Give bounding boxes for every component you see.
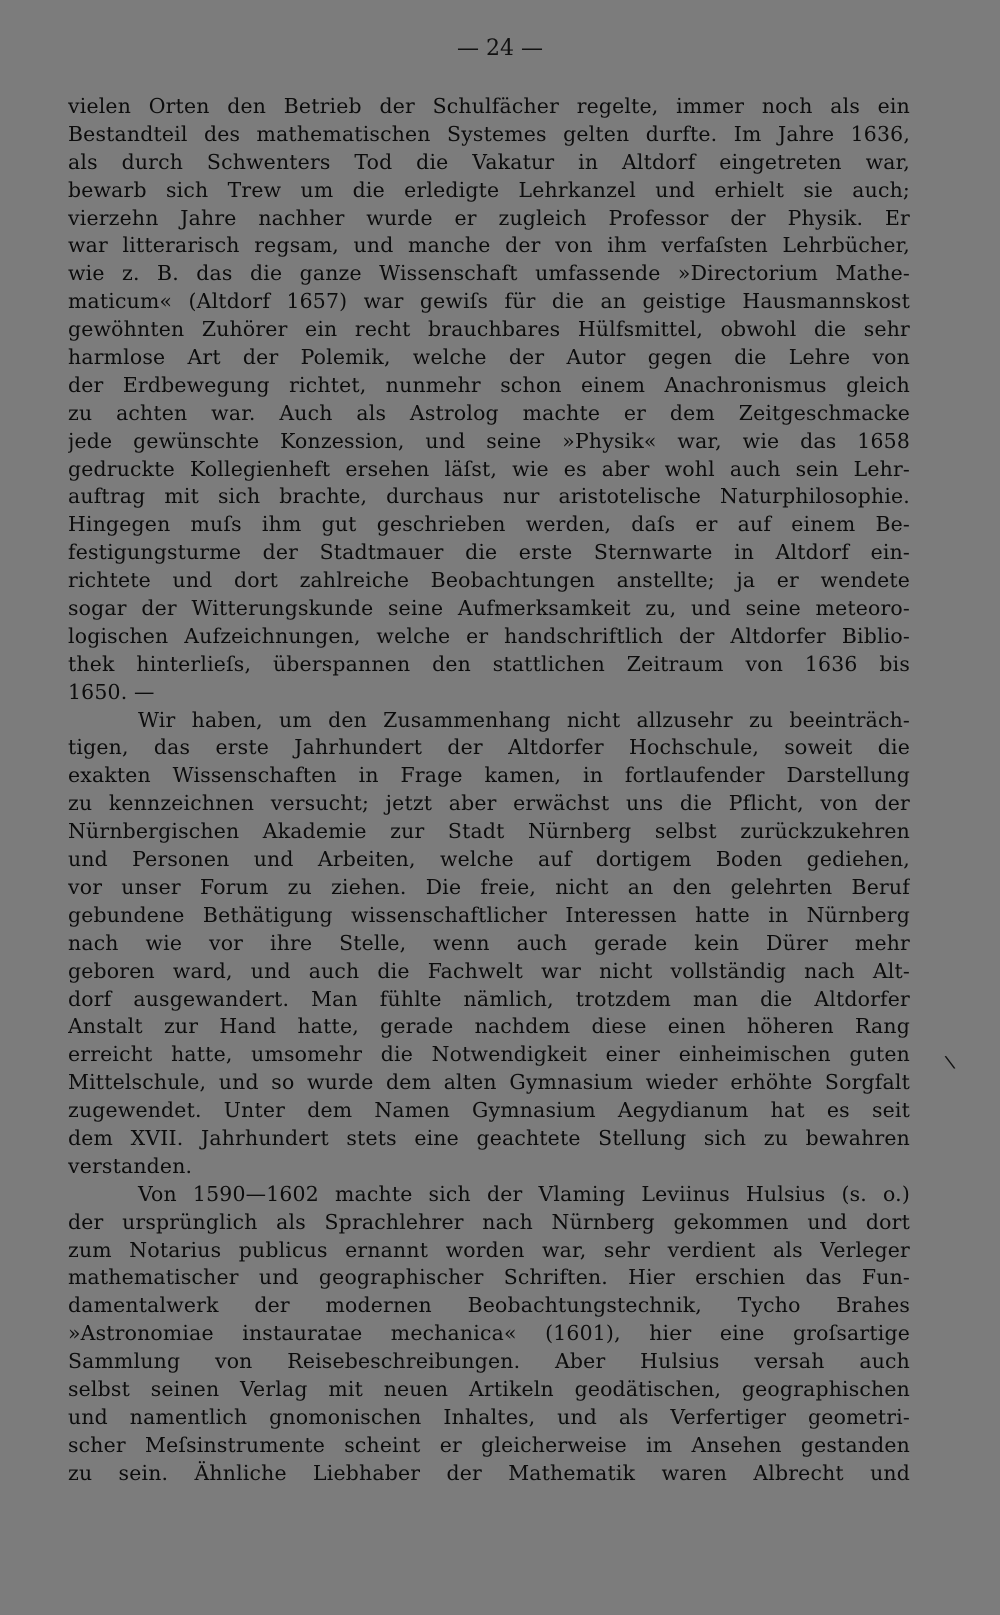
body-text: [68, 93, 910, 1488]
text-line: »Astronomiae instauratae mechanica« (1601), hier eine groſsartige: [68, 1321, 910, 1346]
text-line: maticum« (Altdorf 1657) war gewiſs für die an geistige Hausmannskost: [68, 289, 910, 314]
text-line: geboren ward, und auch die Fachwelt war nicht vollständig nach Alt-: [68, 958, 910, 983]
text-line: wie z. B. das die ganze Wissenschaft umfassende »Directorium Mathe-: [68, 261, 910, 286]
text-line: erreicht hatte, umsomehr die Notwendigkeit einer einheimischen guten: [68, 1042, 910, 1067]
margin-mark: \: [943, 1051, 957, 1074]
text-line: exakten Wissenschaften in Frage kamen, in fortlaufender Darstellung: [68, 763, 910, 788]
text-line: und Personen und Arbeiten, welche auf dortigem Boden gediehen,: [68, 847, 910, 872]
text-line: richtete und dort zahlreiche Beobachtungen anstellte; ja er wendete: [68, 568, 910, 593]
text-line: zum Notarius publicus ernannt worden war, sehr verdient als Verleger: [68, 1237, 910, 1262]
text-line: vor unser Forum zu ziehen. Die freie, nicht an den gelehrten Beruf: [68, 874, 910, 899]
text-line: damentalwerk der modernen Beobachtungstechnik, Tycho Brahes: [68, 1293, 910, 1318]
text-line: gedruckte Kollegienheft ersehen läſst, wie es aber wohl auch sein Lehr-: [68, 456, 910, 481]
text-line: gebundene Bethätigung wissenschaftlicher Interessen hatte in Nürnberg: [68, 902, 910, 927]
text-line: war litterarisch regsam, und manche der von ihm verfaſsten Lehrbücher,: [68, 233, 910, 258]
text-line: zu kennzeichnen versucht; jetzt aber erwächst uns die Pflicht, von der: [68, 791, 910, 816]
text-line: verstanden.: [68, 1153, 193, 1178]
text-line: harmlose Art der Polemik, welche der Autor gegen die Lehre von: [68, 345, 910, 370]
text-line: logischen Aufzeichnungen, welche er handschriftlich der Altdorfer Biblio-: [68, 623, 910, 648]
text-line: scher Meſsinstrumente scheint er gleicherweise im Ansehen gestanden: [68, 1432, 910, 1457]
text-line: Bestandteil des mathematischen Systemes gelten durfte. Im Jahre 1636,: [68, 121, 910, 146]
text-line: dorf ausgewandert. Man fühlte nämlich, trotzdem man die Altdorfer: [68, 986, 910, 1011]
text-line: thek hinterlieſs, überspannen den stattlichen Zeitraum von 1636 bis: [68, 651, 910, 676]
text-line: Hingegen muſs ihm gut geschrieben werden, daſs er auf einem Be-: [68, 512, 910, 537]
text-line: zugewendet. Unter dem Namen Gymnasium Aegydianum hat es seit: [68, 1098, 910, 1123]
page-number: — 24 —: [457, 36, 543, 61]
text-line: selbst seinen Verlag mit neuen Artikeln geodätischen, geographischen: [68, 1376, 910, 1401]
text-line: zu achten war. Auch als Astrolog machte er dem Zeitgeschmacke: [68, 400, 910, 425]
text-line: nach wie vor ihre Stelle, wenn auch gerade kein Dürer mehr: [68, 930, 910, 955]
text-line: gewöhnten Zuhörer ein recht brauchbares Hülfsmittel, obwohl die sehr: [68, 317, 910, 342]
text-line: bewarb sich Trew um die erledigte Lehrkanzel und erhielt sie auch;: [68, 177, 910, 202]
text-line: zu sein. Ähnliche Liebhaber der Mathematik waren Albrecht und: [68, 1460, 910, 1485]
text-line: 1650. —: [68, 679, 155, 704]
text-line: vierzehn Jahre nachher wurde er zugleich Professor der Physik. Er: [68, 205, 910, 230]
text-line: Anstalt zur Hand hatte, gerade nachdem diese einen höheren Rang: [68, 1014, 910, 1039]
text-line: sogar der Witterungskunde seine Aufmerksamkeit zu, und seine meteoro-: [68, 596, 910, 621]
text-line: auftrag mit sich brachte, durchaus nur aristotelische Naturphilosophie.: [68, 484, 910, 509]
text-line: der ursprünglich als Sprachlehrer nach Nürnberg gekommen und dort: [68, 1209, 910, 1234]
text-line: dem XVII. Jahrhundert stets eine geachtete Stellung sich zu bewahren: [68, 1125, 910, 1150]
text-line: jede gewünschte Konzession, und seine »Physik« war, wie das 1658: [68, 428, 910, 453]
text-line: vielen Orten den Betrieb der Schulfächer regelte, immer noch als ein: [68, 94, 910, 118]
text-line: mathematischer und geographischer Schriften. Hier erschien das Fun-: [68, 1265, 910, 1290]
text-line: Wir haben, um den Zusammenhang nicht allzusehr zu beeinträch-: [138, 707, 910, 732]
text-line: tigen, das erste Jahrhundert der Altdorfer Hochschule, soweit die: [68, 735, 910, 760]
text-line: als durch Schwenters Tod die Vakatur in Altdorf eingetreten war,: [68, 149, 910, 174]
text-line: Mittelschule, und so wurde dem alten Gymnasium wieder erhöhte Sorgfalt: [68, 1070, 910, 1095]
text-line: Nürnbergischen Akademie zur Stadt Nürnberg selbst zurückzukehren: [68, 819, 910, 844]
text-line: festigungsturme der Stadtmauer die erste Sternwarte in Altdorf ein-: [68, 540, 910, 565]
text-line: Von 1590—1602 machte sich der Vlaming Leviinus Hulsius (s. o.): [138, 1181, 910, 1206]
text-line: und namentlich gnomonischen Inhaltes, und als Verfertiger geometri-: [68, 1404, 910, 1429]
text-line: Sammlung von Reisebeschreibungen. Aber Hulsius versah auch: [68, 1349, 910, 1374]
text-line: der Erdbewegung richtet, nunmehr schon einem Anachronismus gleich: [68, 372, 910, 397]
